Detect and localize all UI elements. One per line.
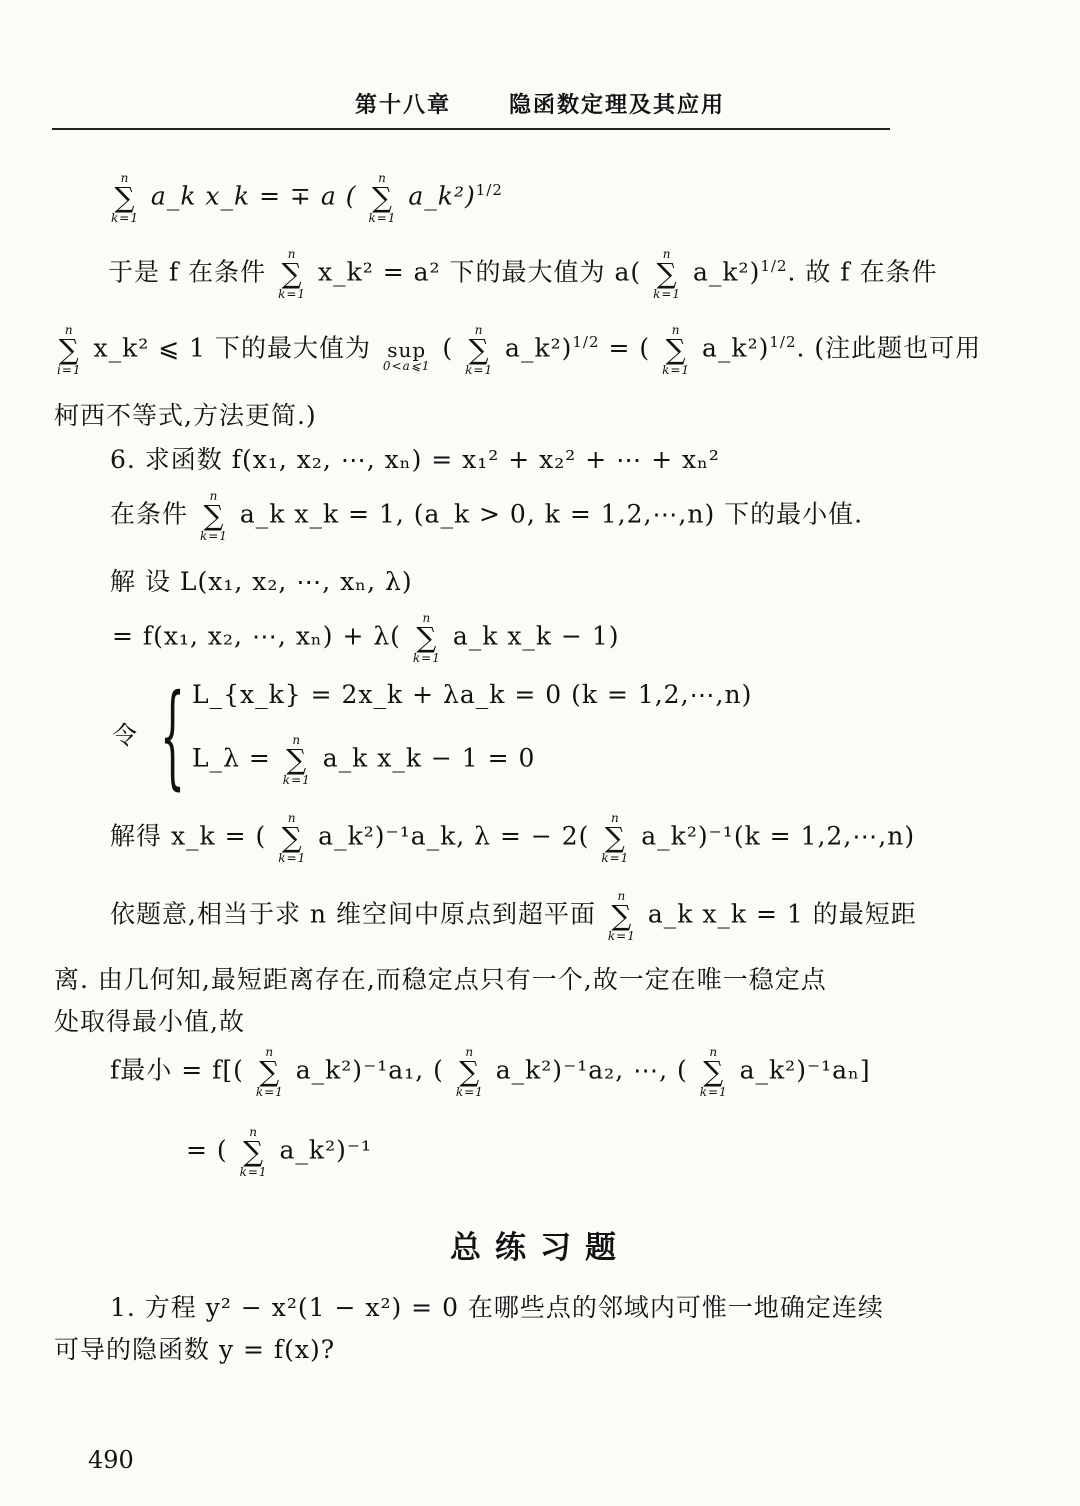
exponent: 1/2 xyxy=(475,181,503,200)
text-segment: = f(x₁, x₂, ⋯, xₙ) + λ( xyxy=(112,621,401,651)
equation-text: a_k x_k = ∓ a ( xyxy=(150,181,357,211)
text-segment: a_k²)⁻¹aₙ] xyxy=(739,1055,871,1085)
text-segment: a_k x_k = 1 的最短距 xyxy=(647,899,917,929)
equation-line xyxy=(112,612,620,664)
exponent: 1/2 xyxy=(572,333,600,352)
chapter-label: 第十八章 xyxy=(355,92,452,118)
exercise-1-cont: 可导的隐函数 y = f(x)? xyxy=(54,1335,336,1364)
left-brace: { xyxy=(160,671,185,801)
solution-line: 解 设 L(x₁, x₂, ⋯, xₙ, λ) xyxy=(110,567,413,596)
text-segment: a_k x_k = 1, (a_k > 0, k = 1,2,⋯,n) 下的最小值. xyxy=(239,499,864,529)
text-line: 柯西不等式,方法更简.) xyxy=(54,401,317,430)
text-segment: . 故 f 在条件 xyxy=(787,257,938,287)
summation: n ∑ k=1 xyxy=(239,1125,268,1179)
text-segment: . (注此题也可用 xyxy=(796,333,982,363)
text-line xyxy=(54,324,981,376)
summation: n ∑ k=1 xyxy=(662,323,691,377)
page-number: 490 xyxy=(88,1446,134,1474)
equation-line xyxy=(110,1046,871,1098)
text-segment: a_k²)⁻¹(k = 1,2,⋯,n) xyxy=(641,821,916,851)
text-segment: ( xyxy=(442,333,454,363)
exponent: 1/2 xyxy=(760,257,788,276)
ling-label: 令 xyxy=(112,721,139,750)
text-segment: a_k²) xyxy=(693,257,761,287)
text-line: 离. 由几何知,最短距离存在,而稳定点只有一个,故一定在唯一稳定点 xyxy=(54,965,827,994)
text-segment: 依题意,相当于求 n 维空间中原点到超平面 xyxy=(110,899,596,929)
text-segment: a_k x_k − 1 = 0 xyxy=(322,743,536,773)
header-rule xyxy=(52,128,890,130)
summation: n ∑ k=1 xyxy=(368,171,397,225)
summation: n ∑ k=1 xyxy=(111,171,139,225)
summation: n ∑ k=1 xyxy=(465,323,494,377)
text-line xyxy=(110,890,917,942)
equation-line xyxy=(108,172,503,224)
text-segment: 在条件 xyxy=(110,499,189,529)
text-segment: a_k x_k − 1) xyxy=(452,621,620,651)
sup-operator: sup 0<a⩽1 xyxy=(382,338,431,373)
text-segment: a_k²)⁻¹a₁, ( xyxy=(295,1055,444,1085)
question-6: 6. 求函数 f(x₁, x₂, ⋯, xₙ) = x₁² + x₂² + ⋯ + xₙ² xyxy=(110,445,720,474)
text-segment: f最小 = f[( xyxy=(110,1055,244,1085)
text-segment: a_k²) xyxy=(505,333,573,363)
chapter-title: 隐函数定理及其应用 xyxy=(508,92,725,118)
exponent: 1/2 xyxy=(769,333,797,352)
equation-text: a_k²) xyxy=(408,181,476,211)
summation: n ∑ k=1 xyxy=(607,889,636,943)
text-segment: x_k² ⩽ 1 下的最大值为 xyxy=(93,333,371,363)
summation: n ∑ k=1 xyxy=(455,1045,484,1099)
text-segment: a_k²)⁻¹a_k, λ = − 2( xyxy=(318,821,590,851)
exercise-1: 1. 方程 y² − x²(1 − x²) = 0 在哪些点的邻域内可惟一地确定连续 xyxy=(110,1293,884,1322)
text-line xyxy=(110,490,863,542)
text-segment: a_k²)⁻¹ xyxy=(279,1135,373,1165)
text-line: 处取得最小值,故 xyxy=(54,1007,245,1036)
summation: n ∑ k=1 xyxy=(601,811,630,865)
text-segment: = ( xyxy=(608,333,651,363)
summation: n ∑ k=1 xyxy=(278,247,307,301)
text-segment: = ( xyxy=(186,1135,228,1165)
equation-line xyxy=(110,812,915,864)
summation: n ∑ i=1 xyxy=(57,323,82,377)
running-header xyxy=(0,88,1080,119)
text-line xyxy=(108,248,938,300)
equation-line xyxy=(186,1126,372,1178)
text-segment: 于是 f 在条件 xyxy=(108,257,267,287)
summation: n ∑ k=1 xyxy=(199,489,228,543)
summation: n ∑ k=1 xyxy=(255,1045,284,1099)
text-segment: L_λ = xyxy=(192,743,271,773)
text-segment: a_k²) xyxy=(702,333,770,363)
summation: n ∑ k=1 xyxy=(282,733,311,787)
summation: n ∑ k=1 xyxy=(699,1045,728,1099)
system-eq-2 xyxy=(192,734,535,786)
text-segment: x_k² = a² 下的最大值为 a( xyxy=(318,257,642,287)
summation: n ∑ k=1 xyxy=(653,247,682,301)
text-segment: a_k²)⁻¹a₂, ⋯, ( xyxy=(495,1055,688,1085)
text-segment: 解得 x_k = ( xyxy=(110,821,267,851)
summation: n ∑ k=1 xyxy=(278,811,307,865)
system-eq-1: L_{x_k} = 2x_k + λa_k = 0 (k = 1,2,⋯,n) xyxy=(192,680,753,709)
summation: n ∑ k=1 xyxy=(412,611,441,665)
section-title: 总练习题 xyxy=(450,1230,630,1266)
